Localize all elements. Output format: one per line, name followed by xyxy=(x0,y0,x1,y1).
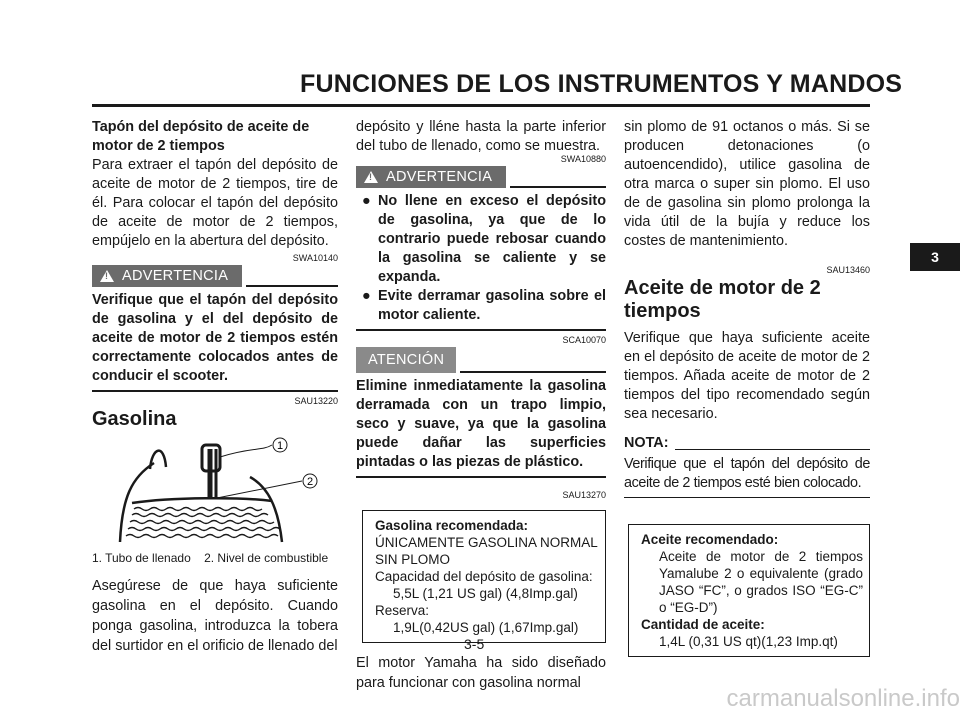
column-1 xyxy=(92,118,338,656)
warning-triangle-icon xyxy=(100,270,114,282)
oil-recommended-value: Aceite de motor de 2 tiempos Yamalube 2 o equivalente (grado JASO “FC”, o grados ISO “EG-C” o “EG-D”) xyxy=(659,549,863,615)
oil-cap-body: Para extraer el tapón del depósito de aceite de motor de 2 tiempos, tire de él. Para colocar el tapón del depósito de aceite de motor de 2 tiempos, empújelo en la abertura del depósito. xyxy=(92,157,338,249)
oil-cap-title: Tapón del depósito de aceite de motor de 2 tiempos xyxy=(92,119,310,154)
nota-label: NOTA: xyxy=(624,435,669,451)
warning1-header xyxy=(92,265,338,287)
warning2-code: SWA10880 xyxy=(560,154,606,164)
nota-text: Verifique que el tapón del depósito de aceite de 2 tiempos esté bien colocado. xyxy=(624,456,870,491)
warning1-text: Verifique que el tapón del depósito de gasolina y el del depósito de aceite de motor de 2 tiempos estén correctamente colocados antes de conducir el scooter. xyxy=(92,292,338,384)
oil-code: SAU13460 xyxy=(826,265,870,275)
bullet-dot-icon: ● xyxy=(362,288,371,304)
attention-badge: ATENCIÓN xyxy=(356,347,456,373)
page-header-title: FUNCIONES DE LOS INSTRUMENTOS Y MANDOS xyxy=(300,70,903,98)
warning2-badge xyxy=(356,166,506,188)
header-rule xyxy=(92,104,870,107)
fuel-box-code: SAU13270 xyxy=(562,490,606,500)
callout-2-label: 2 xyxy=(306,476,314,488)
callout-1-label: 1 xyxy=(276,440,284,452)
warning-triangle-icon xyxy=(364,171,378,183)
warning2-header xyxy=(356,166,606,188)
gasolina-body: Asegúrese de que haya suficiente gasolina en el depósito. Cuando ponga gasolina, introduzca la tobera del surtidor en el orificio de llenado del xyxy=(92,578,338,654)
oil-quantity-label: Cantidad de aceite: xyxy=(641,617,765,632)
warning2-label: ADVERTENCIA xyxy=(386,168,493,185)
warning1-end-rule xyxy=(92,390,338,392)
column-2 xyxy=(356,118,606,693)
oil-spec-box xyxy=(628,524,870,657)
bullet-2-text: Evite derramar gasolina sobre el motor caliente. xyxy=(378,288,606,323)
nota-end-rule xyxy=(624,497,870,498)
bullet-1-text: No llene en exceso el depósito de gasolina, ya que de lo contrario puede rebosar cuando la gasolina se caliente y se expanda. xyxy=(378,193,606,285)
oil-title: Aceite de motor de 2 tiempos xyxy=(624,277,821,322)
warning1-label: ADVERTENCIA xyxy=(122,267,229,284)
oil-body: Verifique que haya suficiente aceite en el depósito de aceite de motor de 2 tiempos. Añada aceite de motor de 2 tiempos del tipo recomendado según sea necesario. xyxy=(624,330,870,422)
warning2-rule xyxy=(510,186,606,188)
fuel-capacity-value: 5,5L (1,21 US gal) (4,8Imp.gal) xyxy=(393,586,578,601)
attention-text: Elimine inmediatamente la gasolina derramada con un trapo limpio, seco y suave, ya que la gasolina puede dañar las superficies pintadas o las piezas de plástico. xyxy=(356,378,606,470)
fuel-reserve-value: 1,9L(0,42US gal) (1,67Imp.gal) xyxy=(393,620,579,635)
attention-header xyxy=(356,347,606,373)
warning2-bullet-2 xyxy=(356,287,606,325)
oil-quantity-value: 1,4L (0,31 US qt)(1,23 Imp.qt) xyxy=(659,634,838,649)
nota-rule xyxy=(675,449,871,450)
warning1-badge xyxy=(92,265,242,287)
warning1-code: SWA10140 xyxy=(292,253,338,263)
column-3 xyxy=(624,118,870,657)
warning1-rule xyxy=(246,285,338,287)
fuel-spec-box xyxy=(362,510,606,643)
fuel-tank-figure xyxy=(92,437,338,549)
fuel-recommended-label: Gasolina recomendada: xyxy=(375,518,529,533)
page-number: 3-5 xyxy=(464,636,485,652)
col3-continued-body: sin plomo de 91 octanos o más. Si se producen detonaciones (o autoencendido), utilice gasolina de otra marca o super sin plomo. El uso de de gasolina sin plomo prolonga la vida útil de la bujía y reduce los costes de mantenimiento. xyxy=(624,119,870,249)
figure-caption: 1. Tubo de llenado 2. Nivel de combustible xyxy=(92,551,329,565)
warning2-bullet-1 xyxy=(356,192,606,287)
gasolina-code: SAU13220 xyxy=(294,396,338,406)
attention-code: SCA10070 xyxy=(562,335,606,345)
attention-rule xyxy=(460,371,606,373)
fuel-capacity-label: Capacidad del depósito de gasolina: xyxy=(375,569,593,584)
nota-header xyxy=(624,434,870,453)
oil-recommended-label: Aceite recomendado: xyxy=(641,532,779,547)
col2-continued-body: depósito y lléne hasta la parte inferior del tubo de llenado, como se muestra. xyxy=(356,119,606,154)
chapter-tab: 3 xyxy=(910,243,960,271)
warning2-end-rule xyxy=(356,329,606,331)
fuel-recommended-value: ÚNICAMENTE GASOLINA NORMAL SIN PLOMO xyxy=(375,535,598,567)
gasolina-title: Gasolina xyxy=(92,408,177,430)
engine-body: El motor Yamaha ha sido diseñado para funcionar con gasolina normal xyxy=(356,655,606,691)
bullet-dot-icon: ● xyxy=(362,193,371,209)
fuel-reserve-label: Reserva: xyxy=(375,603,430,618)
watermark-text: carmanualsonline.info xyxy=(726,685,960,712)
attention-end-rule xyxy=(356,476,606,478)
